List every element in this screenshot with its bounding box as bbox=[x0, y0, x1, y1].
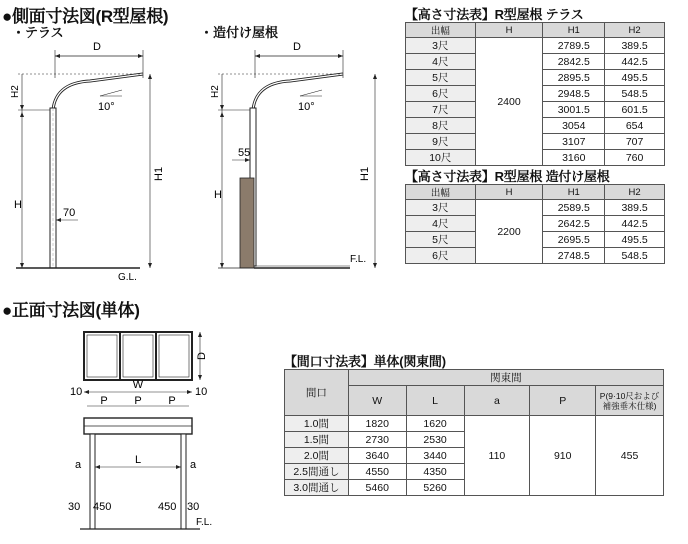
wall-table-title: 【高さ寸法表】R型屋根 造付け屋根 bbox=[405, 169, 610, 184]
fl-label-front: F.L. bbox=[196, 517, 213, 528]
thirty-right-label: 30 bbox=[187, 501, 200, 513]
p-label-3: P bbox=[168, 395, 176, 407]
l-label: L bbox=[134, 454, 142, 466]
col-header: P(9·10尺および補強垂木仕様) bbox=[596, 386, 664, 416]
fl-label-wall: F.L. bbox=[350, 254, 367, 265]
wall-height-table bbox=[405, 184, 665, 264]
w-label: W bbox=[132, 379, 144, 391]
col-header: H bbox=[475, 23, 543, 38]
col-header: a bbox=[464, 386, 530, 416]
terrace-height-table bbox=[405, 22, 665, 166]
h-cell: 2200 bbox=[475, 200, 543, 264]
p2-cell: 455 bbox=[596, 416, 664, 496]
d-label-wall: D bbox=[293, 41, 301, 53]
ten-right-label: 10 bbox=[195, 386, 208, 398]
h2-label: H2 bbox=[10, 85, 21, 98]
col-header: H2 bbox=[605, 23, 665, 38]
table-row: 5尺 2695.5 495.5 bbox=[406, 232, 665, 248]
angle-label-wall: 10° bbox=[298, 101, 315, 113]
h2-label-wall: H2 bbox=[210, 85, 221, 98]
terrace-side-diagram bbox=[0, 30, 195, 295]
col-header: L bbox=[406, 386, 464, 416]
col-header: H2 bbox=[605, 185, 665, 200]
table-row: 1.0間 1820 1620 110 910 455 bbox=[285, 416, 664, 432]
terrace-subtitle: ・テラス bbox=[12, 25, 64, 40]
a-cell: 110 bbox=[464, 416, 530, 496]
angle-label: 10° bbox=[98, 101, 115, 113]
ten-left-label: 10 bbox=[70, 386, 83, 398]
table-row: 2.0間 3640 3440 bbox=[285, 448, 664, 464]
table-row: 10尺 3160 760 bbox=[406, 150, 665, 166]
h-cell: 2400 bbox=[475, 38, 543, 166]
side-diagram-title: ●側面寸法図(R型屋根) bbox=[2, 7, 169, 26]
col-header: 間口 bbox=[285, 370, 349, 416]
right-post bbox=[181, 434, 186, 529]
wall-roof-subtitle: ・造付け屋根 bbox=[200, 25, 279, 40]
table-row: 2.5間通し 4550 4350 bbox=[285, 464, 664, 480]
deck-block bbox=[240, 178, 254, 268]
table-row: 5尺 2895.5 495.5 bbox=[406, 70, 665, 86]
front-diagram bbox=[60, 322, 285, 544]
table-row: 8尺 3054 654 bbox=[406, 118, 665, 134]
dim-55-label: 55 bbox=[238, 147, 251, 159]
p-label-1: P bbox=[100, 395, 108, 407]
a-right-label: a bbox=[190, 459, 197, 471]
col-header: W bbox=[348, 386, 406, 416]
table-header-row bbox=[406, 23, 665, 38]
col-header: H1 bbox=[543, 23, 605, 38]
opening-table-title: 【間口寸法表】単体(関東間) bbox=[284, 354, 446, 369]
a-left-label: a bbox=[75, 459, 82, 471]
wall-roof-side-diagram bbox=[200, 30, 405, 295]
table-row: 3尺 2400 2789.5 389.5 bbox=[406, 38, 665, 54]
d-label: D bbox=[93, 41, 101, 53]
front-diagram-title: ●正面寸法図(単体) bbox=[2, 301, 140, 320]
table-row: 1.5間 2730 2530 bbox=[285, 432, 664, 448]
dim-70-label: 70 bbox=[63, 207, 76, 219]
col-header: P bbox=[530, 386, 596, 416]
front-d-label: D bbox=[196, 352, 208, 360]
left-post bbox=[90, 434, 95, 529]
terrace-table-title: 【高さ寸法表】R型屋根 テラス bbox=[405, 7, 584, 22]
fourfifty-right-label: 450 bbox=[158, 501, 177, 513]
p-cell: 910 bbox=[530, 416, 596, 496]
col-header: H bbox=[475, 185, 543, 200]
h1-label-wall: H1 bbox=[359, 166, 371, 181]
opening-table bbox=[284, 369, 664, 496]
gl-label: G.L. bbox=[118, 272, 137, 283]
col-header: 出幅 bbox=[406, 23, 476, 38]
table-header-row bbox=[406, 185, 665, 200]
h1-label: H1 bbox=[153, 166, 165, 181]
p-label-2: P bbox=[134, 395, 142, 407]
table-row: 4尺 2642.5 442.5 bbox=[406, 216, 665, 232]
table-row: 6尺 2748.5 548.5 bbox=[406, 248, 665, 264]
thirty-left-label: 30 bbox=[68, 501, 81, 513]
table-row: 3尺 2200 2589.5 389.5 bbox=[406, 200, 665, 216]
table-row: 4尺 2842.5 442.5 bbox=[406, 54, 665, 70]
h-label: H bbox=[14, 199, 22, 211]
group-header: 関東間 bbox=[348, 370, 663, 386]
table-row: 7尺 3001.5 601.5 bbox=[406, 102, 665, 118]
table-row: 9尺 3107 707 bbox=[406, 134, 665, 150]
col-header: 出幅 bbox=[406, 185, 476, 200]
h-label-wall: H bbox=[214, 189, 222, 201]
table-row: 6尺 2948.5 548.5 bbox=[406, 86, 665, 102]
fourfifty-left-label: 450 bbox=[93, 501, 112, 513]
roof-plan bbox=[84, 332, 192, 380]
col-header: H1 bbox=[543, 185, 605, 200]
table-row: 3.0間通し 5460 5260 bbox=[285, 480, 664, 496]
